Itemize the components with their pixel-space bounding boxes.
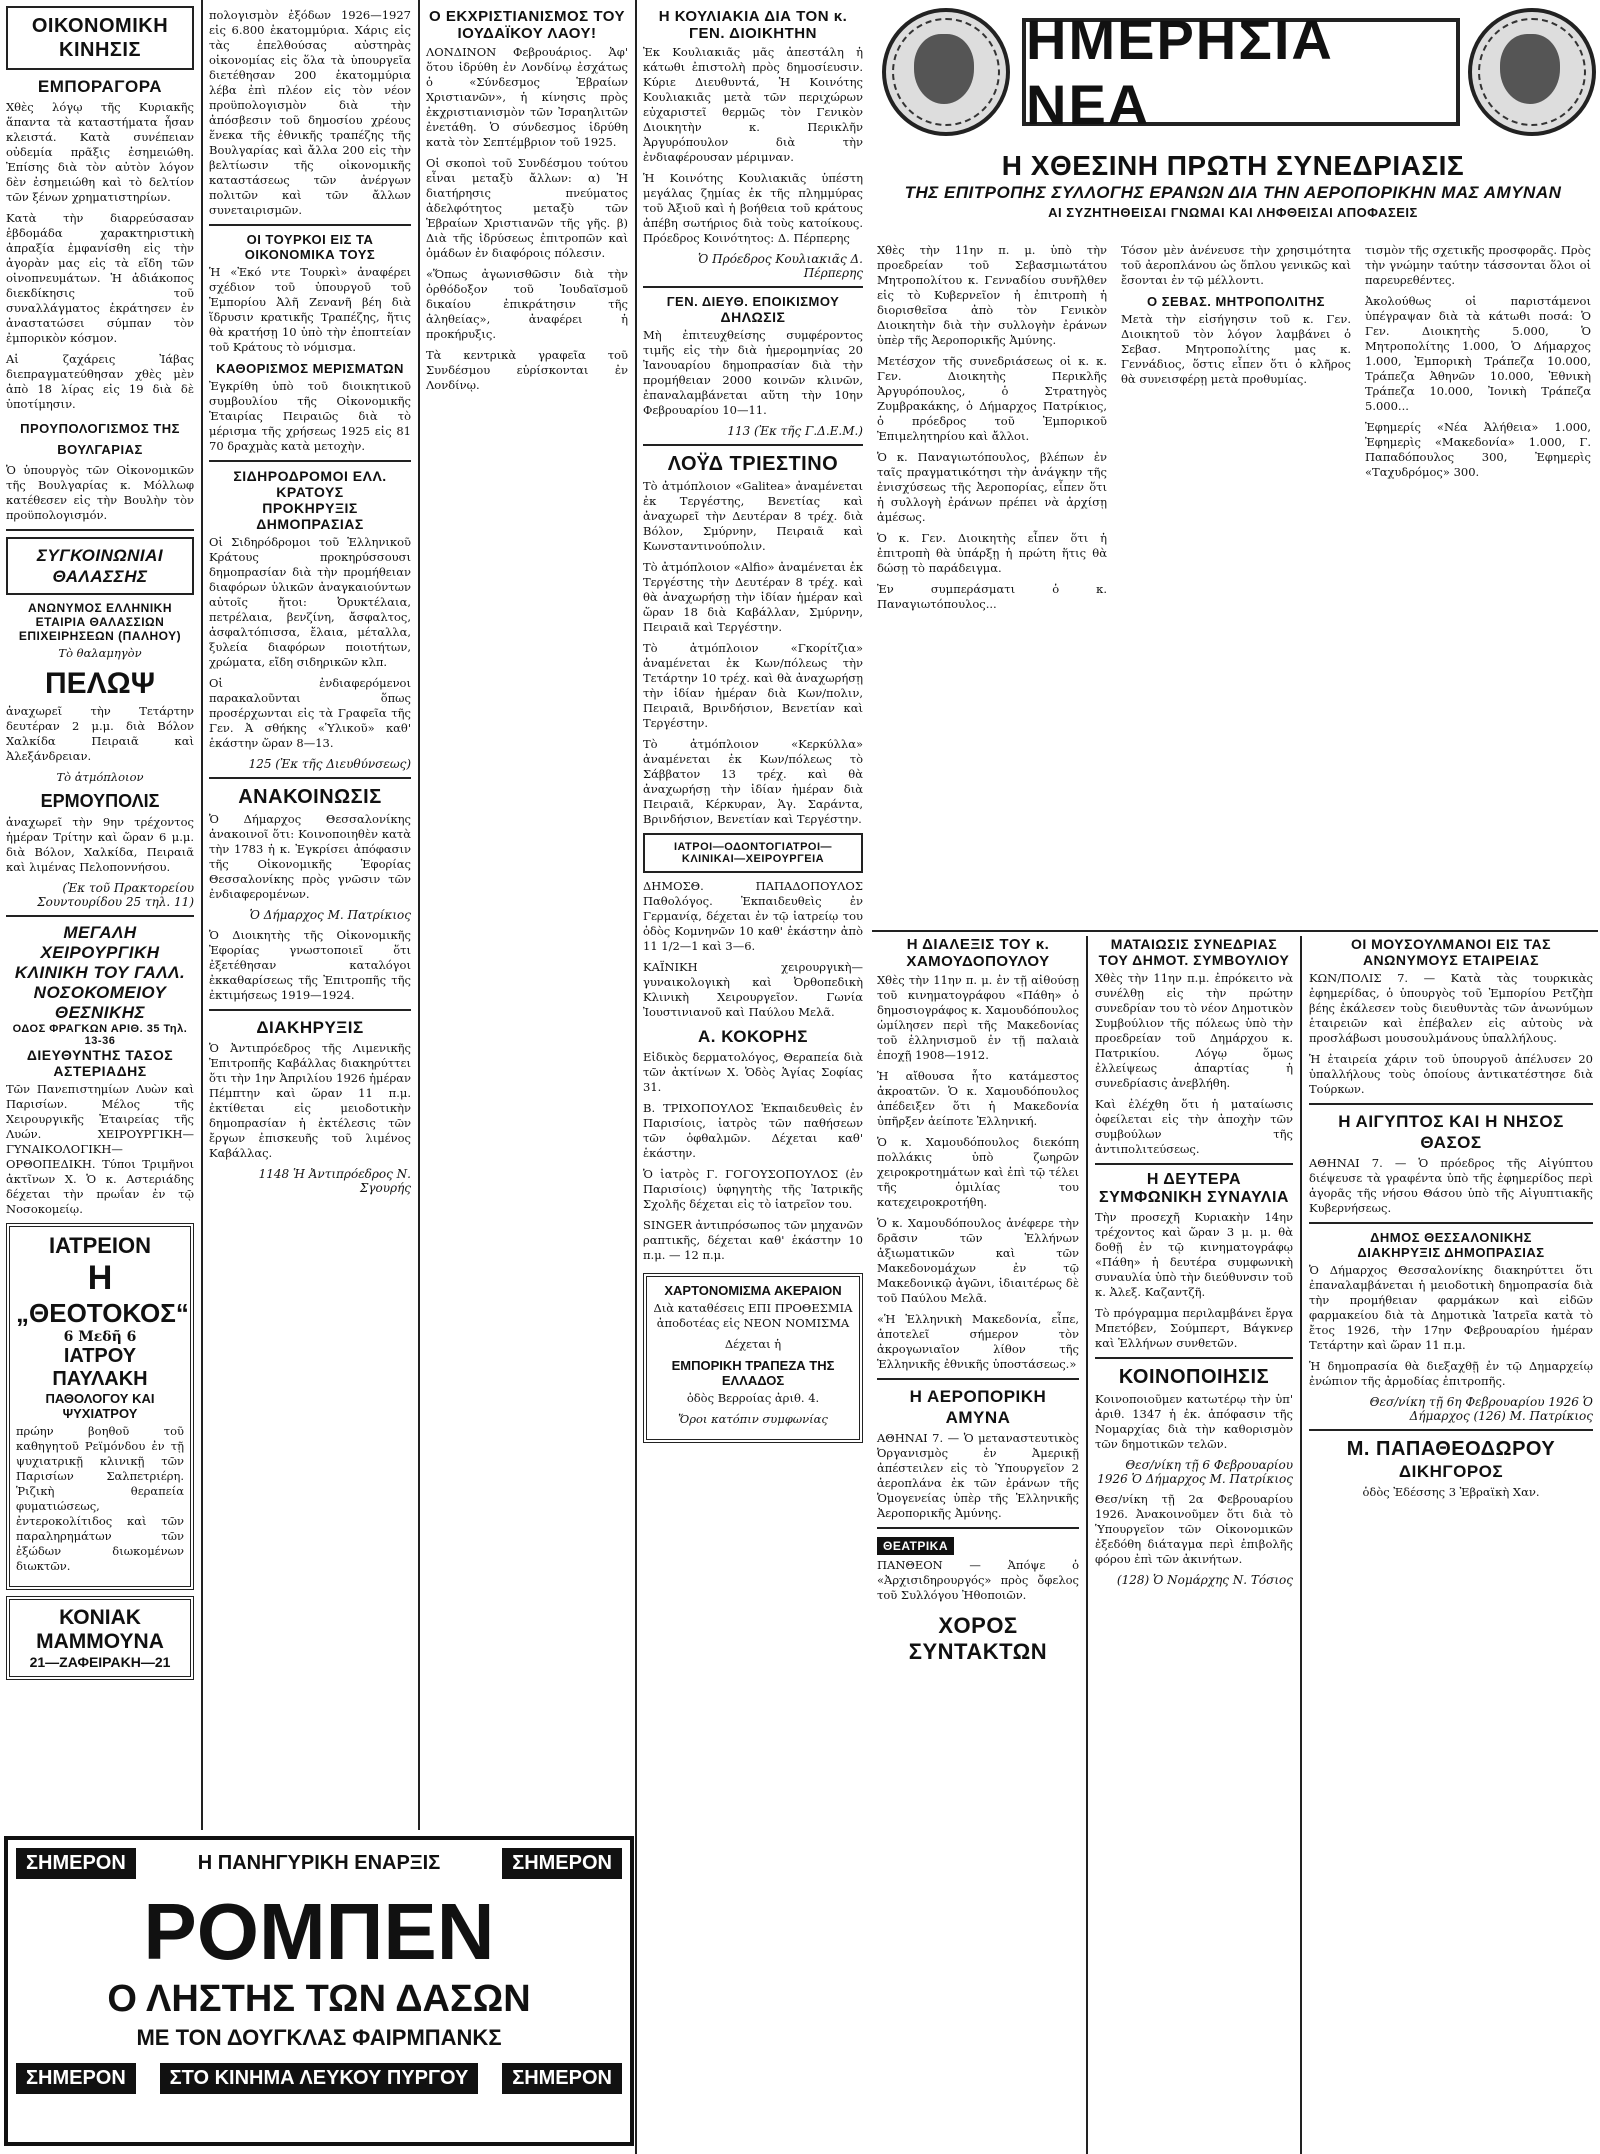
- section-header-shipping: [6, 537, 194, 595]
- article-text: Χθὲς τὴν 11ην π. μ. ἐν τῇ αἰθούσῃ τοῦ κινηματογράφου «Πάθη» ὁ δημοσιογράφος κ. Χαμουδόπουλος ὡμίλησεν περὶ τῆς Μακεδονίας τοῦ ἑλληνισμοῦ ἐν τῇ παλαιὰ ἐποχῇ 1908—1912.: [877, 973, 1079, 1062]
- article-text: Β. ΤΡΙΧΟΠΟΥΛΟΣ Ἐκπαιδευθεὶς ἐν Παρισίοις, ἰατρὸς τῶν παθήσεων τῶν ὀφθαλμῶν. Δέχεται καθ' ἑκάστην.: [643, 1101, 863, 1160]
- philippos-emblem-icon: [882, 8, 1010, 136]
- article-text: Ἐκ Κουλιακιᾶς μᾶς ἀπεστάλη ἡ κάτωθι ἐπιστολὴ πρὸς δημοσίευσιν. Κύριε Διευθυντά, Ἡ Κοινότης Κουλιακιᾶς μετὰ τῶν περιχώρων εὐχαριστεῖ θερμῶς τὸν Γενικὸν Διοικητὴν κ. Περικλῆν Ἀργυρόπουλον διὰ τὴν ἐνδιαφέρουσαν μέριμναν.: [643, 45, 863, 164]
- lawyer-name: Μ. ΠΑΠΑΘΕΟΔΩΡΟΥ: [1346, 1438, 1556, 1460]
- signature: Ὁ Δήμαρχος Μ. Πατρίκιος: [249, 908, 411, 922]
- konyak-ad: [6, 1596, 194, 1680]
- section-header-economy: [6, 6, 194, 70]
- signature: 113 (Ἐκ τῆς Γ.Δ.Ε.Μ.): [727, 424, 863, 438]
- newspaper-title-box: [1022, 8, 1460, 136]
- article-text: Τὴν προσεχῆ Κυριακὴν 14ην τρέχοντος καὶ ὥραν 3 μ. μ. θὰ δοθῇ ἐν τῷ κινηματογράφῳ «Πάθη» ἡ δευτέρα συμφωνικὴ συναυλία ὑπὸ τὴν διεύθυνσιν τοῦ κ. Ἀλεξ. Καζαντζῆ.: [1095, 1210, 1293, 1299]
- article-heading: ΠΡΟΚΗΡΥΞΙΣ ΔΗΜΟΠΡΑΣΙΑΣ: [256, 500, 364, 532]
- article-text: Αἱ ζαχάρεις Ἰάβας διεπραγματεύθησαν χθὲς μὲν ἀπὸ 18 λίρας εἰς 19 διὰ δὲ ὑποτίμησιν.: [6, 352, 194, 411]
- article-text: Ἀκολούθως οἱ παριστάμενοι ὑπέγραψαν διὰ τὰ κάτωθι ποσά: Ὁ Γεν. Διοικητὴς 5.000, Ὁ Μητροπολίτης 1.000, Ὁ Δήμαρχος 1.000, Ἐμπορικὴ Τράπεζα 10.000, Τράπεζα Ἀθηνῶν 10.000, Ἐθνικὴ Τράπεζα 10.000, Ἰονικὴ Τράπεζα 5.000...: [1365, 294, 1591, 413]
- divider: [877, 1527, 1079, 1529]
- article-text: ΔΗΜΟΣΘ. ΠΑΠΑΔΟΠΟΥΛΟΣ Παθολόγος. Ἐκπαιδευθεὶς ἐν Γερμανίᾳ, δέχεται ἐν τῷ ἰατρείῳ του ὁδὸς Κομνηνῶν 10 καθ' ἑκάστην ἀπὸ 11 1/2—1 καὶ 3—6.: [643, 879, 863, 953]
- article-heading: ΚΑΘΟΡΙΣΜΟΣ ΜΕΡΙΣΜΑΤΩΝ: [216, 361, 404, 376]
- divider: [209, 224, 411, 226]
- article-heading: Η ΑΕΡΟΠΟΡΙΚΗ ΑΜΥΝΑ: [909, 1387, 1047, 1427]
- today-badge: ΣΗΜΕΡΟΝ: [16, 1848, 136, 1879]
- film-subtitle: Ο ΛΗΣΤΗΣ ΤΩΝ ΔΑΣΩΝ: [107, 1978, 531, 2020]
- masthead: [872, 0, 1600, 145]
- article-text: ΠΑΝΘΕΟΝ — Ἀπόψε ὁ «Ἀρχισιδηρουργός» πρὸς ὄφελος τοῦ Συλλόγου Ἠθοποιῶν.: [877, 1558, 1079, 1602]
- column-rule: [1086, 936, 1088, 2154]
- signature: (Ἐκ τοῦ Πρακτορείου Σουντουρίδου 25 τηλ. 11): [37, 881, 194, 909]
- article-heading: ΕΜΠΟΡΑΓΟΡΑ: [37, 77, 163, 96]
- clinic-director: ΔΙΕΥΘΥΝΤΗΣ ΤΑΣΟΣ ΑΣΤΕΡΙΑΔΗΣ: [26, 1047, 174, 1079]
- event-text: Η ΠΑΝΗΓΥΡΙΚΗ ΕΝΑΡΞΙΣ: [197, 1852, 441, 1874]
- bank-ad: [643, 1273, 863, 1443]
- article-text: πολογισμὸν ἐξόδων 1926—1927 εἰς 6.800 ἑκατομμύρια. Χάρις εἰς τὰς ἐπελθούσας αὐστηρὰς οἰκονομίας εἰς ὅλα τὰ ὑπουργεῖα διετέθησαν 200 ἑκατομμύρια λέβα ἐπὶ πλέον εἰς τὸν νέον προϋπολογισμὸν διὰ τὴν ἀπόσβεσιν τοῦ δημοσίου χρέους ἕνεκα τῆς ἐθνικῆς τραπέζης τῆς Βουλγαρίας καὶ ἄλλα 200 εἰς τὴν βελτίωσιν τῆς οἰκονομικῆς καταστάσεως τῶν ἀνέργων πολιτῶν καὶ τῶν ἄλλων συνεταιρισμῶν.: [209, 8, 411, 217]
- article-text: Ἡ ἐταιρεία χάριν τοῦ ὑπουργοῦ ἀπέλυσεν 20 ὑπαλλήλους τοὺς ὁποίους ἀντικατέστησε διὰ Τούρκων.: [1309, 1052, 1593, 1096]
- lead-subheading: ΤΗΣ ΕΠΙΤΡΟΠΗΣ ΣΥΛΛΟΓΗΣ ΕΡΑΝΩΝ ΔΙΑ ΤΗΝ ΑΕΡΟΠΟΡΙΚΗΝ ΜΑΣ ΑΜΥΝΑΝ: [904, 183, 1562, 202]
- column-rule: [418, 0, 420, 1830]
- company-name: ΑΝΩΝΥΜΟΣ ΕΛΛΗΝΙΚΗ ΕΤΑΙΡΙΑ ΘΑΛΑΣΣΙΩΝ ΕΠΙΧΕΙΡΗΣΕΩΝ (ΠΑΛΗΟΥ): [18, 601, 182, 643]
- ad-text: Τὸ θαλαμηγὸν: [58, 646, 142, 660]
- ad-title: ΧΑΡΤΟΝΟΜΙΣΜΑ ΑΚΕΡΑΙΟΝ: [664, 1283, 842, 1298]
- divider: [6, 529, 194, 531]
- signature: 1148 Ἡ Ἀντιπρόεδρος Ν. Σγουρής: [258, 1167, 411, 1195]
- article-text: Μετέσχον τῆς συνεδριάσεως οἱ κ. κ. Γεν. Διοικητὴς Περικλῆς Ἀργυρόπουλος, ὁ Στρατηγὸς Ζυμβρακάκης, ὁ Δήμαρχος Πατρίκιος, ὁ πρόεδρος τοῦ Ἐμπορικοῦ Ἐπιμελητηρίου καὶ ἄλλοι.: [877, 354, 1107, 443]
- today-badge: ΣΗΜΕΡΟΝ: [16, 2063, 136, 2094]
- article-text: Ὁ ἰατρὸς Γ. ΓΟΓΟΥΣΟΠΟΥΛΟΣ (ἐν Παρισίοις) ὑφηγητὴς τῆς Ἰατρικῆς Σχολῆς δέχεται εἰς τὸ ἰατρεῖον του.: [643, 1167, 863, 1211]
- doctors-box: [643, 833, 863, 873]
- signature: Θεσ/νίκη τῇ 6η Φεβρουαρίου 1926 Ὁ Δήμαρχος (126) Μ. Πατρίκιος: [1369, 1395, 1593, 1423]
- article-text: Οἱ Σιδηρόδρομοι τοῦ Ἑλληνικοῦ Κράτους προκηρύσσουσι δημοπρασίαν διὰ τὴν προμήθειαν διαφόρων ὑλικῶν ἀναγκαιούντων αὐτοῖς ἤτοι: Ὀρυκτέλαια, πετρέλαια, βενζίνη, ἄσφαλτος, ἀσφαλτόπισσα, ἔλαια, μέταλλα, ξυλεία διαφόρων ποιοτήτων, χρώματα, εἴδη σιδηρικῶν κλπ.: [209, 535, 411, 669]
- lead-heading: Η ΧΘΕΣΙΝΗ ΠΡΩΤΗ ΣΥΝΕΔΡΙΑΣΙΣ: [1001, 150, 1465, 181]
- article-text: Εἰδικὸς δερματολόγος, Θεραπεία διὰ τῶν ἀκτίνων Χ. Ὁδὸς Ἁγίας Σοφίας 31.: [643, 1050, 863, 1094]
- article-text: Τὰ κεντρικὰ γραφεῖα τοῦ Συνδέσμου εὑρίσκονται ἐν Λονδίνῳ.: [426, 348, 628, 392]
- article-text: Ἐν συμπεράσματι ὁ κ. Παναγιωτόπουλος...: [877, 582, 1107, 611]
- section-title: ΟΙΚΟΝΟΜΙΚΗ ΚΙΝΗΣΙΣ: [31, 15, 169, 61]
- article-text: Κοινοποιοῦμεν κατωτέρῳ τὴν ὑπ' ἀριθ. 1347 ἡ ἐκ. ἀπόφασιν τῆς Νομαρχίας διὰ τὴν καθορισμὸν τῶν δημοτικῶν τελῶν.: [1095, 1392, 1293, 1451]
- signature: (128) Ὁ Νομάρχης Ν. Τόσιος: [1116, 1573, 1293, 1587]
- ad-text: ἀναχωρεῖ τὴν Τετάρτην δευτέραν 2 μ.μ. διὰ Βόλον Χαλκίδα Πειραιᾶ καὶ Ἀλεξάνδρειαν.: [6, 704, 194, 763]
- article-heading: Ο ΣΕΒΑΣ. ΜΗΤΡΟΠΟΛΙΤΗΣ: [1146, 294, 1325, 309]
- article-heading: ΔΗΜΟΣ ΘΕΣΣΑΛΟΝΙΚΗΣ: [1370, 1230, 1532, 1245]
- cinema-ad: [4, 1836, 634, 2146]
- column-5c: [1360, 240, 1596, 930]
- newspaper-title: ΗΜΕΡΗΣΙΑ ΝΕΑ: [1026, 8, 1334, 136]
- article-text: Χθὲς τὴν 11ην π.μ. ἐπρόκειτο νὰ συνέλθῃ εἰς τὴν πρώτην συνεδρίαν του τὸ νέον Δημοτικὸν Συμβούλιον τῆς πόλεως ὑπὸ τὴν προεδρείαν τοῦ Δημάρχου κ. Πατρικίου. Λόγῳ ὅμως ἐλλείψεως ἀπαρτίας ἡ συνεδρίασις ἀνεβλήθη.: [1095, 971, 1293, 1090]
- article-heading: ΑΝΑΚΟΙΝΩΣΙΣ: [238, 786, 382, 808]
- ship-name: ΠΕΛΩΨ: [44, 667, 155, 700]
- article-text: «Ἡ Ἑλληνικὴ Μακεδονία, εἶπε, ἀποτελεῖ σήμερον τὸν ἀκρογωνιαῖον λίθον τῆς Ἑλληνικῆς ἐθνικῆς ὑποστάσεως.»: [877, 1312, 1079, 1371]
- signature: Ὁ Πρόεδρος Κουλιακιᾶς Δ. Πέρπερης: [698, 252, 863, 280]
- article-text: Ὁ Διοικητὴς τῆς Οἰκονομικῆς Ἐφορίας γνωστοποιεῖ ὅτι ἐξετέθησαν καταλόγοι ἐκκαθαρίσεως τῆς Ἐπιτροπῆς τῆς ἐκτιμήσεως 1919—1924.: [209, 928, 411, 1002]
- article-heading: ΘΕΑΤΡΙΚΑ: [877, 1537, 954, 1555]
- article-text: Ὁ Δήμαρχος Θεσσαλονίκης ἀνακοινοῖ ὅτι: Κοινοποιηθὲν κατὰ τὴν 1783 ἡ κ. Ἐγκρίσει ἀπόφασιν τῆς Οἰκονομικῆς Ἐφορίας Θεσσαλονίκης πρὸς γνῶσιν τῶν ἐνδιαφερομένων.: [209, 812, 411, 901]
- film-title: ΡΟΜΠΕΝ: [143, 1887, 495, 1976]
- article-heading: Η ΑΙΓΥΠΤΟΣ ΚΑΙ Η ΝΗΣΟΣ ΘΑΣΟΣ: [1338, 1112, 1564, 1152]
- ad-text: Ὅροι κατόπιν συμφωνίας: [678, 1412, 828, 1426]
- article-heading: Η ΔΕΥΤΕΡΑ ΣΥΜΦΩΝΙΚΗ ΣΥΝΑΥΛΙΑ: [1099, 1171, 1289, 1206]
- ad-text: πρώην βοηθοῦ τοῦ καθηγητοῦ Ρεϊμόνδου ἐν τῇ ψυχιατρικῇ κλινικῇ τῶν Παρισίων Σαλπετριέρη. Ῥιζικὴ θεραπεία φυματιώσεως, ἐντεροκολίτιδος καὶ τῶν παραληρημάτων τῶν ἐξώδων διωκομένων διωκτῶν.: [16, 1424, 184, 1573]
- lawyer-title: ΔΙΚΗΓΟΡΟΣ: [1398, 1462, 1504, 1481]
- signature: Θεσ/νίκη τῇ 6 Φεβρουαρίου 1926 Ὁ Δήμαρχος Μ. Πατρίκιος: [1097, 1458, 1293, 1486]
- footer-heading: ΧΟΡΟΣ ΣΥΝΤΑΚΤΩΝ: [908, 1613, 1048, 1664]
- ad-title: Η: [87, 1259, 113, 1297]
- divider: [872, 930, 1598, 932]
- article-text: Χθὲς τὴν 11ην π. μ. ὑπὸ τὴν προεδρείαν τοῦ Σεβασμιωτάτου Μητροπολίτου κ. Γενναδίου συνῆλθεν εἰς τὸ Κυβερνεῖον ἡ ἐπιτροπὴ ἡ διορισθεῖσα ἀπὸ τὸν Γενικὸν Διοικητὴν διὰ τὴν συλλογὴν ἐράνων ὑπὲρ τῆς Ἀεροπορικῆς Ἀμύνης.: [877, 243, 1107, 347]
- article-text: Κατὰ τὴν διαρρεύσασαν ἑβδομάδα χαρακτηριστικὴ ἀπραξία ἐμφανίσθη εἰς τὴν ἀγορὰν μας εἰς τὰ εἴδη τῶν οἰνοπνευμάτων. Ἡ ἀδιάκοπος διεκδίκησις τοῦ συναλλάγματος ἐκράτησεν ἐν ἀναστατώσει σύμπαν τὸν ἐμπορικὸν κόσμον.: [6, 211, 194, 345]
- ad-text: Τῶν Πανεπιστημίων Λυὼν καὶ Παρισίων. Μέλος τῆς Χειρουργικῆς Ἑταιρείας τῆς Λυών. ΧΕΙΡΟΥΡΓΙΚΗ—ΓΥΝΑΙΚΟΛΟΓΙΚΗ—ΟΡΘΟΠΕΔΙΚΗ. Τύποι Τριμῆνοι ἀκτῖνων Χ. Ὁ κ. Αστεριάδης δέχεται τὴν πρωΐαν ἐν τῷ Νοσοκομείῳ.: [6, 1082, 194, 1216]
- column-3: [421, 0, 633, 1830]
- clinic-address: ΟΔΟΣ ΦΡΑΓΚΩΝ ΑΡΙΘ. 35 Τηλ. 13-36: [12, 1023, 188, 1047]
- article-text: ΚΑΪΝΙΚΗ χειρουργικὴ—γυναικολογικὴ καὶ Ὀρθοπεδικὴ Κλινικὴ Χειρουργεῖον. Γωνία Ἰουστινιανοῦ καὶ Παύλου Μελᾶ.: [643, 960, 863, 1019]
- ad-address: ὁδὸς Βερροίας ἀριθ. 4.: [686, 1391, 820, 1405]
- article-text: SINGER ἀντιπρόσωπος τῶν μηχανῶν ραπτικῆς, δέχεται καθ' ἑκάστην 10 π.μ. — 12 π.μ.: [643, 1218, 863, 1262]
- column-rule: [635, 0, 637, 2154]
- ad-title: ΚΟΝΙΑΚ ΜΑΜΜΟΥΝΑ: [36, 1606, 164, 1653]
- article-text: Τὸ ἀτμόπλοιον «Γκορίτζια» ἀναμένεται ἐκ Κων/πόλεως τὴν Τετάρτην 10 τρέχ. καὶ θὰ ἀναχωρήσῃ τὴν ἰδίαν ἡμέραν διὰ Κων/πολιν, Πειραιᾶ, Βρινδήσιον, Βενετίαν καὶ Τεργέστην.: [643, 641, 863, 730]
- article-text: Ἡ αἴθουσα ἦτο κατάμεστος ἀκροατῶν. Ὁ κ. Χαμουδόπουλος ἀπέδειξεν ὅτι ἡ Μακεδονία ὑπῆρξεν ἀείποτε Ἑλληνική.: [877, 1069, 1079, 1128]
- film-star: ΜΕ ΤΟΝ ΔΟΥΓΚΛΑΣ ΦΑΙΡΜΠΑΝΚΣ: [136, 2025, 502, 2050]
- section-title: ΣΥΓΚΟΙΝΩΝΙΑΙ ΘΑΛΑΣΣΗΣ: [36, 546, 164, 586]
- article-text: Ὁ Δήμαρχος Θεσσαλονίκης διακηρύττει ὅτι ἐπαναλαμβάνεται ἡ μειοδοτικὴ δημοπρασία διὰ τὴν προμήθειαν φαρμάκων καὶ εἰδῶν φαρμακείου διὰ τὰ Δημοτικὰ Ἰατρεῖα κατὰ τὸ ἔτος 1926, τὴν 17ην Φεβρουαρίου ἡμέραν Τετάρτην καὶ ὥραν 11 π.μ.: [1309, 1263, 1593, 1352]
- column-5b: [1116, 240, 1356, 930]
- venue-text: ΣΤΟ ΚΙΝΗΜΑ ΛΕΥΚΟΥ ΠΥΡΓΟΥ: [160, 2063, 479, 2094]
- column-8: [1304, 936, 1598, 2154]
- column-rule: [1300, 936, 1302, 2154]
- ad-text: ἀναχωρεῖ τὴν 9ην τρέχοντος ἡμέραν Τρίτην καὶ ὥραν 6 μ.μ. διὰ Βόλον, Χαλκίδα, Πειραιᾶ καὶ λιμένας Πελοποννήσου.: [6, 815, 194, 874]
- alexandros-emblem-icon: [1468, 8, 1596, 136]
- divider: [877, 1378, 1079, 1380]
- article-text: Τὸ ἀτμόπλοιον «Galitea» ἀναμένεται ἐκ Τεργέστης, Βενετίας καὶ ἀναχωρεῖ τὴν Δευτέραν 8 τρέχ. διὰ Βόλον, Σμύρνην, Πειραιᾶ καὶ Κωνσταντινούπολιν.: [643, 479, 863, 553]
- article-text: Ἡ δημοπρασία θὰ διεξαχθῇ ἐν τῷ Δημαρχείῳ ἐνώπιον τῆς ἀρμοδίας ἐπιτροπῆς.: [1309, 1359, 1593, 1388]
- divider: [1309, 1103, 1593, 1105]
- article-heading: ΔΗΛΩΣΙΣ: [720, 309, 786, 325]
- ad-address: 6 Μεδῆ 6: [63, 1329, 137, 1345]
- article-text: ΑΘΗΝΑΙ 7. — Ὁ πρόεδρος τῆς Αἰγύπτου διέψευσε τὰ γραφέντα ὑπὸ τῆς ἐφημερίδος περὶ ἀγορᾶς τῆς νήσου Θάσου ὑπὸ τῆς Αἰγυπτιακῆς Κυβερνήσεως.: [1309, 1156, 1593, 1215]
- column-rule: [201, 0, 203, 1830]
- today-badge: ΣΗΜΕΡΟΝ: [502, 1848, 622, 1879]
- article-text: «Ὅπως ἀγωνισθῶσιν διὰ τὴν ὀρθόδοξον τοῦ Ἰουδαϊσμοῦ δικαίου ἐπικράτησιν τῆς ἀληθείας», ἀναφέρει ἡ προκήρυξις.: [426, 267, 628, 341]
- divider: [209, 777, 411, 779]
- article-text: ΛΟΝΔΙΝΟΝ Φεβρουάριος. Ἀφ' ὅτου ἱδρύθη ἐν Λονδίνῳ ἐσχάτως ὁ «Σύνδεσμος Ἑβραίων Χριστιανῶν», ἡ κίνησις πρὸς ἐκχριστιανισμὸν τῶν Ἰσραηλιτῶν ἐνετάθη. Ὁ σύνδεσμος ἱδρύθη κατὰ τὸν Σεπτέμβριον τοῦ 1925.: [426, 45, 628, 149]
- bank-name: ΕΜΠΟΡΙΚΗ ΤΡΑΠΕΖΑ ΤΗΣ ΕΛΛΑΔΟΣ: [671, 1358, 835, 1388]
- ad-doctor: ΙΑΤΡΟΥ ΠΑΥΛΑΚΗ: [52, 1345, 148, 1390]
- article-text: Ὁ κ. Χαμουδόπουλος ἀνέφερε τὴν δρᾶσιν τῶν Ἑλλήνων ἀξιωματικῶν καὶ τῶν Μακεδονομάχων ἐν τῷ Μακεδονικῷ ἀγῶνι, ἰδιαιτέρως δὲ τοῦ Παύλου Μελᾶ.: [877, 1216, 1079, 1305]
- column-2: [204, 0, 416, 1830]
- article-heading: ΟΙ ΤΟΥΡΚΟΙ ΕΙΣ ΤΑ ΟΙΚΟΝΟΜΙΚΑ ΤΟΥΣ: [244, 232, 376, 262]
- article-text: Οἱ ἐνδιαφερόμενοι παρακαλοῦνται ὅπως προσέρχωνται εἰς τὰ Γραφεῖα τῆς Γεν. Ἀ σθήκης «Ὑλικοῦ» καθ' ἑκάστην ὥραν 8—13.: [209, 676, 411, 750]
- ad-text: Τὸ ἀτμόπλοιον: [56, 770, 144, 784]
- box-title: ΙΑΤΡΟΙ—ΟΔΟΝΤΟΓΙΑΤΡΟΙ—ΚΛΙΝΙΚΑΙ—ΧΕΙΡΟΥΡΓΕΙΑ: [673, 841, 833, 865]
- ad-text: Δέχεται ἡ: [724, 1337, 782, 1351]
- article-heading: Η ΔΙΑΛΕΞΙΣ ΤΟΥ κ. ΧΑΜΟΥΔΟΠΟΥΛΟΥ: [906, 936, 1050, 970]
- article-text: Τὸ ἀτμόπλοιον «Κερκύλλα» ἀναμένεται ἐκ Κων/πόλεως τὸ Σάββατον 13 τρέχ. καὶ θὰ ἀναχωρήσῃ τὴν ἰδίαν ἡμέραν διὰ Πειραιᾶ, Κέρκυραν, Ἁγ. Σαράντα, Βρινδήσιον, Βενετίαν καὶ Τεργέστην.: [643, 737, 863, 826]
- divider: [1095, 1357, 1293, 1359]
- article-text: Χθὲς λόγῳ τῆς Κυριακῆς ἅπαντα τὰ καταστήματα ἦσαν κλειστά. Κατὰ συνέπειαν οὐδεμία πρᾶξις ἐσημειώθη. Ἐπίσης διὰ τὸν αὐτὸν λόγον δὲν ἐσημειώθη καὶ τὸ δελτίον τῶν ξένων χρηματιστηρίων.: [6, 100, 194, 204]
- article-text: Ὁ ὑπουργὸς τῶν Οἰκονομικῶν τῆς Βουλγαρίας κ. Μόλλωφ κατέθεσεν εἰς τὴν Βουλὴν τὸν προϋπολογισμόν.: [6, 463, 194, 522]
- divider: [643, 286, 863, 288]
- article-text: Ὁ Ἀντιπρόεδρος τῆς Λιμενικῆς Ἐπιτροπῆς Καβάλλας διακηρύττει ὅτι τὴν 1ην Ἀπριλίου 1926 ἡμέραν Πέμπτην καὶ ὥραν 11 π.μ. ἐκτίθεται εἰς μειοδοτικὴν δημοπρασίαν ἡ ἐκτέλεσις τῶν ἔργων ἐπισκευῆς τοῦ λιμένος Καβάλλας.: [209, 1041, 411, 1160]
- ship-name: ΕΡΜΟΥΠΟΛΙΣ: [40, 791, 160, 811]
- divider: [1309, 1222, 1593, 1224]
- article-text: Ὁ κ. Χαμουδόπουλος διεκόπη πολλάκις ὑπὸ ζωηρῶν χειροκροτημάτων καὶ ἐπὶ τῷ τέλει τῆς ὁμιλίας του κατεχειροκροτήθη.: [877, 1135, 1079, 1209]
- article-heading: ΓΕΝ. ΔΙΕΥΘ. ΕΠΟΙΚΙΣΜΟΥ: [666, 294, 840, 309]
- article-text: Ἐφημερίς «Νέα Ἀλήθεια» 1.000, Ἐφημερὶς «Μακεδονία» 1.000, Γ. Παπαδόπουλος 300, Ἐφημερὶς «Ταχυδρόμος» 300.: [1365, 420, 1591, 479]
- signature: 125 (Ἐκ τῆς Διευθύνσεως): [248, 757, 411, 771]
- divider: [643, 444, 863, 446]
- article-text: Μὴ ἐπιτευχθείσης συμφέροντος τιμῆς εἰς τὴν διὰ ἡμερομηνίας 20 Ἰανουαρίου δημοπρασίαν διὰ τὴν προμήθειαν 2000 κοινῶν κλινῶν, ἐπαναλαμβάνεται αὕτη τὴν 10ην Φεβρουαρίου 10—11.: [643, 328, 863, 417]
- article-heading: ΠΡΟΥΠΟΛΟΓΙΣΜΟΣ ΤΗΣ ΒΟΥΛΓΑΡΙΑΣ: [20, 421, 180, 457]
- lawyer-address: ὁδὸς Ἐδέσσης 3 Ἐβραϊκὴ Χαν.: [1362, 1485, 1540, 1499]
- article-heading: ΔΙΑΚΗΡΥΞΙΣ: [256, 1018, 364, 1037]
- article-text: Καὶ ἐλέχθη ὅτι ἡ ματαίωσις ὀφείλεται εἰς τὴν ἀποχὴν τῶν συμβούλων τῆς ἀντιπολιτεύσεως.: [1095, 1097, 1293, 1156]
- article-heading: ΟΙ ΜΟΥΣΟΥΛΜΑΝΟΙ ΕΙΣ ΤΑΣ ΑΝΩΝΥΜΟΥΣ ΕΤΑΙΡΕΙΑΣ: [1350, 936, 1552, 968]
- article-text: Θεσ/νίκη τῇ 2α Φεβρουαρίου 1926. Ἀνακοινοῦμεν ὅτι διὰ τὸ Ὑπουργεῖον τῶν Οἰκονομικῶν ἐξεδόθη διάταγμα περὶ ἐπιβολῆς φόρου ἐπὶ τῶν ἀκινήτων.: [1095, 1492, 1293, 1566]
- article-text: Τὸ πρόγραμμα περιλαμβάνει ἔργα Μπετόβεν, Σούμπερτ, Βάγκνερ καὶ Ἑλλήνων συνθετῶν.: [1095, 1306, 1293, 1350]
- column-6: [872, 936, 1084, 2154]
- article-heading: Η ΚΟΥΛΙΑΚΙΑ ΔΙΑ ΤΟΝ κ. ΓΕΝ. ΔΙΟΙΚΗΤΗΝ: [658, 8, 848, 42]
- column-1: [0, 0, 200, 1830]
- article-text: Τὸ ἀτμόπλοιον «Alfio» ἀναμένεται ἐκ Τεργέστης τὴν Δευτέραν 8 τρέχ. καὶ θὰ ἀναχωρήσῃ τὴν ἰδίαν ἡμέραν καὶ ὥραν 18 διὰ Καβάλλαν, Σμύρνην, Πειραιᾶ καὶ Τεργέστην.: [643, 560, 863, 634]
- divider: [1095, 1163, 1293, 1165]
- column-4: [638, 0, 868, 2154]
- article-text: τισμὸν τῆς σχετικῆς προσφορᾶς. Πρὸς τὴν γνώμην ταύτην τάσσονται ὅλοι οἱ παρευρεθέντες.: [1365, 243, 1591, 287]
- lead-article-header: [872, 150, 1594, 222]
- doctor-name: Α. ΚΟΚΟΡΗΣ: [698, 1027, 808, 1046]
- ad-text: Διὰ καταθέσεις ΕΠΙ ΠΡΟΘΕΣΜΙΑ ἀποδοτέας εἰς ΝΕΟΝ ΝΟΜΙΣΜΑ: [653, 1301, 853, 1330]
- article-text: Οἱ σκοποὶ τοῦ Συνδέσμου τούτου εἶναι μεταξὺ ἄλλων: α) Ἡ διατήρησις πνεύματος ἀδελφότητος μεταξὺ τῶν Ἑβραίων Χριστιανῶν τῆς γῆς. β) Διὰ τῆς ἱδρύσεως ἐπιτροπῶν καὶ ὁμάδων ἐν διαφόροις πόλεσιν.: [426, 156, 628, 260]
- article-text: Τόσον μὲν ἀνένευσε τὴν χρησιμότητα τοῦ ἀεροπλάνου ὡς ὅπλου γενικῶς καὶ ἔσονται ἐν τῷ μέλλοντι.: [1121, 243, 1351, 287]
- today-badge: ΣΗΜΕΡΟΝ: [502, 2063, 622, 2094]
- article-heading: ΚΟΙΝΟΠΟΙΗΣΙΣ: [1118, 1366, 1270, 1388]
- article-heading: Ο ΕΚΧΡΙΣΤΙΑΝΙΣΜΟΣ ΤΟΥ ΙΟΥΔΑΪΚΟΥ ΛΑΟΥ!: [429, 8, 625, 42]
- article-heading: ΜΑΤΑΙΩΣΙΣ ΣΥΝΕΔΡΙΑΣ ΤΟΥ ΔΗΜΟΤ. ΣΥΜΒΟΥΛΙΟΥ: [1098, 936, 1290, 968]
- divider: [1309, 1429, 1593, 1431]
- article-text: Ὁ κ. Παναγιωτόπουλος, βλέπων ἐν ταῖς πραγματικότησι τὴν ἀνάγκην τῆς ἐνισχύσεως τῆς Ἀεροπορίας, εἶπεν ὅτι ἡ συλλογὴ ἐράνων πρέπει νὰ ἀρχίσῃ ἀμέσως.: [877, 450, 1107, 524]
- article-text: Ἡ Κοινότης Κουλιακιᾶς ὑπέστη μεγάλας ζημίας ἐκ τῆς πλημμύρας τοῦ Ἀξιοῦ καὶ ἡ βοήθεια τοῦ κράτους ἀπέβη σωτήριος διὰ τοὺς κατοίκους. Πρόεδρος Κοινότητος: Δ. Πέρπερης: [643, 171, 863, 245]
- article-text: Ὁ κ. Γεν. Διοικητὴς εἶπεν ὅτι ἡ ἐπιτροπὴ θὰ ὑπάρξῃ ἡ πρώτη ἥτις θὰ δώσῃ τὸ παράδειγμα.: [877, 531, 1107, 575]
- article-heading: ΣΙΔΗΡΟΔΡΟΜΟΙ ΕΛΛ. ΚΡΑΤΟΥΣ: [233, 468, 387, 500]
- divider: [209, 1009, 411, 1011]
- lead-subheading: ΑΙ ΣΥΖΗΤΗΘΕΙΣΑΙ ΓΝΩΜΑΙ ΚΑΙ ΛΗΦΘΕΙΣΑΙ ΑΠΟΦΑΣΕΙΣ: [1048, 205, 1418, 220]
- column-5: [872, 240, 1112, 930]
- divider: [209, 460, 411, 462]
- ad-address: 21—ΖΑΦΕΙΡΑΚΗ—21: [29, 1654, 171, 1670]
- column-7: [1090, 936, 1298, 2154]
- article-text: ΑΘΗΝΑΙ 7. — Ὁ μεταναστευτικὸς Ὀργανισμὸς ἐν Ἀμερικῇ ἀπέστειλεν εἰς τὸ Ὑπουργεῖον 2 ἀεροπλάνα ἐκ τῶν ἐράνων τῆς Ὁμογενείας ὑπὲρ τῆς Ἑλληνικῆς Ἀεροπορικῆς Ἀμύνης.: [877, 1431, 1079, 1520]
- article-text: ΚΩΝ/ΠΟΛΙΣ 7. — Κατὰ τὰς τουρκικὰς ἐφημερίδας, ὁ ὑπουργὸς τοῦ Ἐμπορίου Ρετζὴπ βέης ἐκάλεσεν τοὺς διευθυντὰς τῶν ἀνωνύμων ἑταιρειῶν καὶ ἐπέβαλεν εἰς αὐτοὺς νὰ προσλάβωσι μουσουλμάνους ὑπαλλήλους.: [1309, 971, 1593, 1045]
- ad-title: ΙΑΤΡΕΙΟΝ: [48, 1233, 152, 1258]
- article-text: Ἡ «Ἐκό ντε Τουρκὶ» ἀναφέρει σχέδιον τοῦ ὑπουργοῦ τοῦ Ἐμπορίου Ἀλῆ Ζενανῆ βέη διὰ ἵδρυσιν κρατικῆς Τραπέζης, ἥτις θὰ κρατήσῃ 10 ὑπὸ τὴν ἐποπτείαν τοῦ Κράτους τὸ νόμισμα.: [209, 265, 411, 354]
- article-text: Ἐγκρίθη ὑπὸ τοῦ διοικητικοῦ συμβουλίου τῆς Οἰκονομικῆς Ἑταιρίας Πειραιῶς διὰ τὸ μέρισμα τῆς χρήσεως 1925 εἰς 81 70 δραχμὰς κατὰ μετοχὴν.: [209, 379, 411, 453]
- article-text: Μετὰ τὴν εἰσήγησιν τοῦ κ. Γεν. Διοικητοῦ τὸν λόγον λαμβάνει ὁ Σεβασ. Μητροπολίτης μας κ. Γεννάδιος, ὅστις εἶπεν ὅτι ὁ κλῆρος θὰ συνεισφέρῃ μετὰ προθυμίας.: [1121, 312, 1351, 386]
- clinic-title: ΜΕΓΑΛΗ ΧΕΙΡΟΥΡΓΙΚΗ ΚΛΙΝΙΚΗ ΤΟΥ ΓΑΛΛ. ΝΟΣΟΚΟΜΕΙΟΥ ΘΕΣΝΙΚΗΣ: [14, 923, 186, 1022]
- article-heading: ΔΙΑΚΗΡΥΞΙΣ ΔΗΜΟΠΡΑΣΙΑΣ: [1357, 1245, 1545, 1260]
- ad-title: „ΘΕΟΤΟΚΟΣ“: [16, 1298, 189, 1328]
- ad-specialty: ΠΑΘΟΛΟΓΟΥ ΚΑΙ ΨΥΧΙΑΤΡΟΥ: [45, 1391, 155, 1421]
- divider: [6, 915, 194, 917]
- article-heading: ΛΟΫΔ ΤΡΙΕΣΤΙΝΟ: [667, 453, 839, 475]
- iatreion-ad: [6, 1223, 194, 1590]
